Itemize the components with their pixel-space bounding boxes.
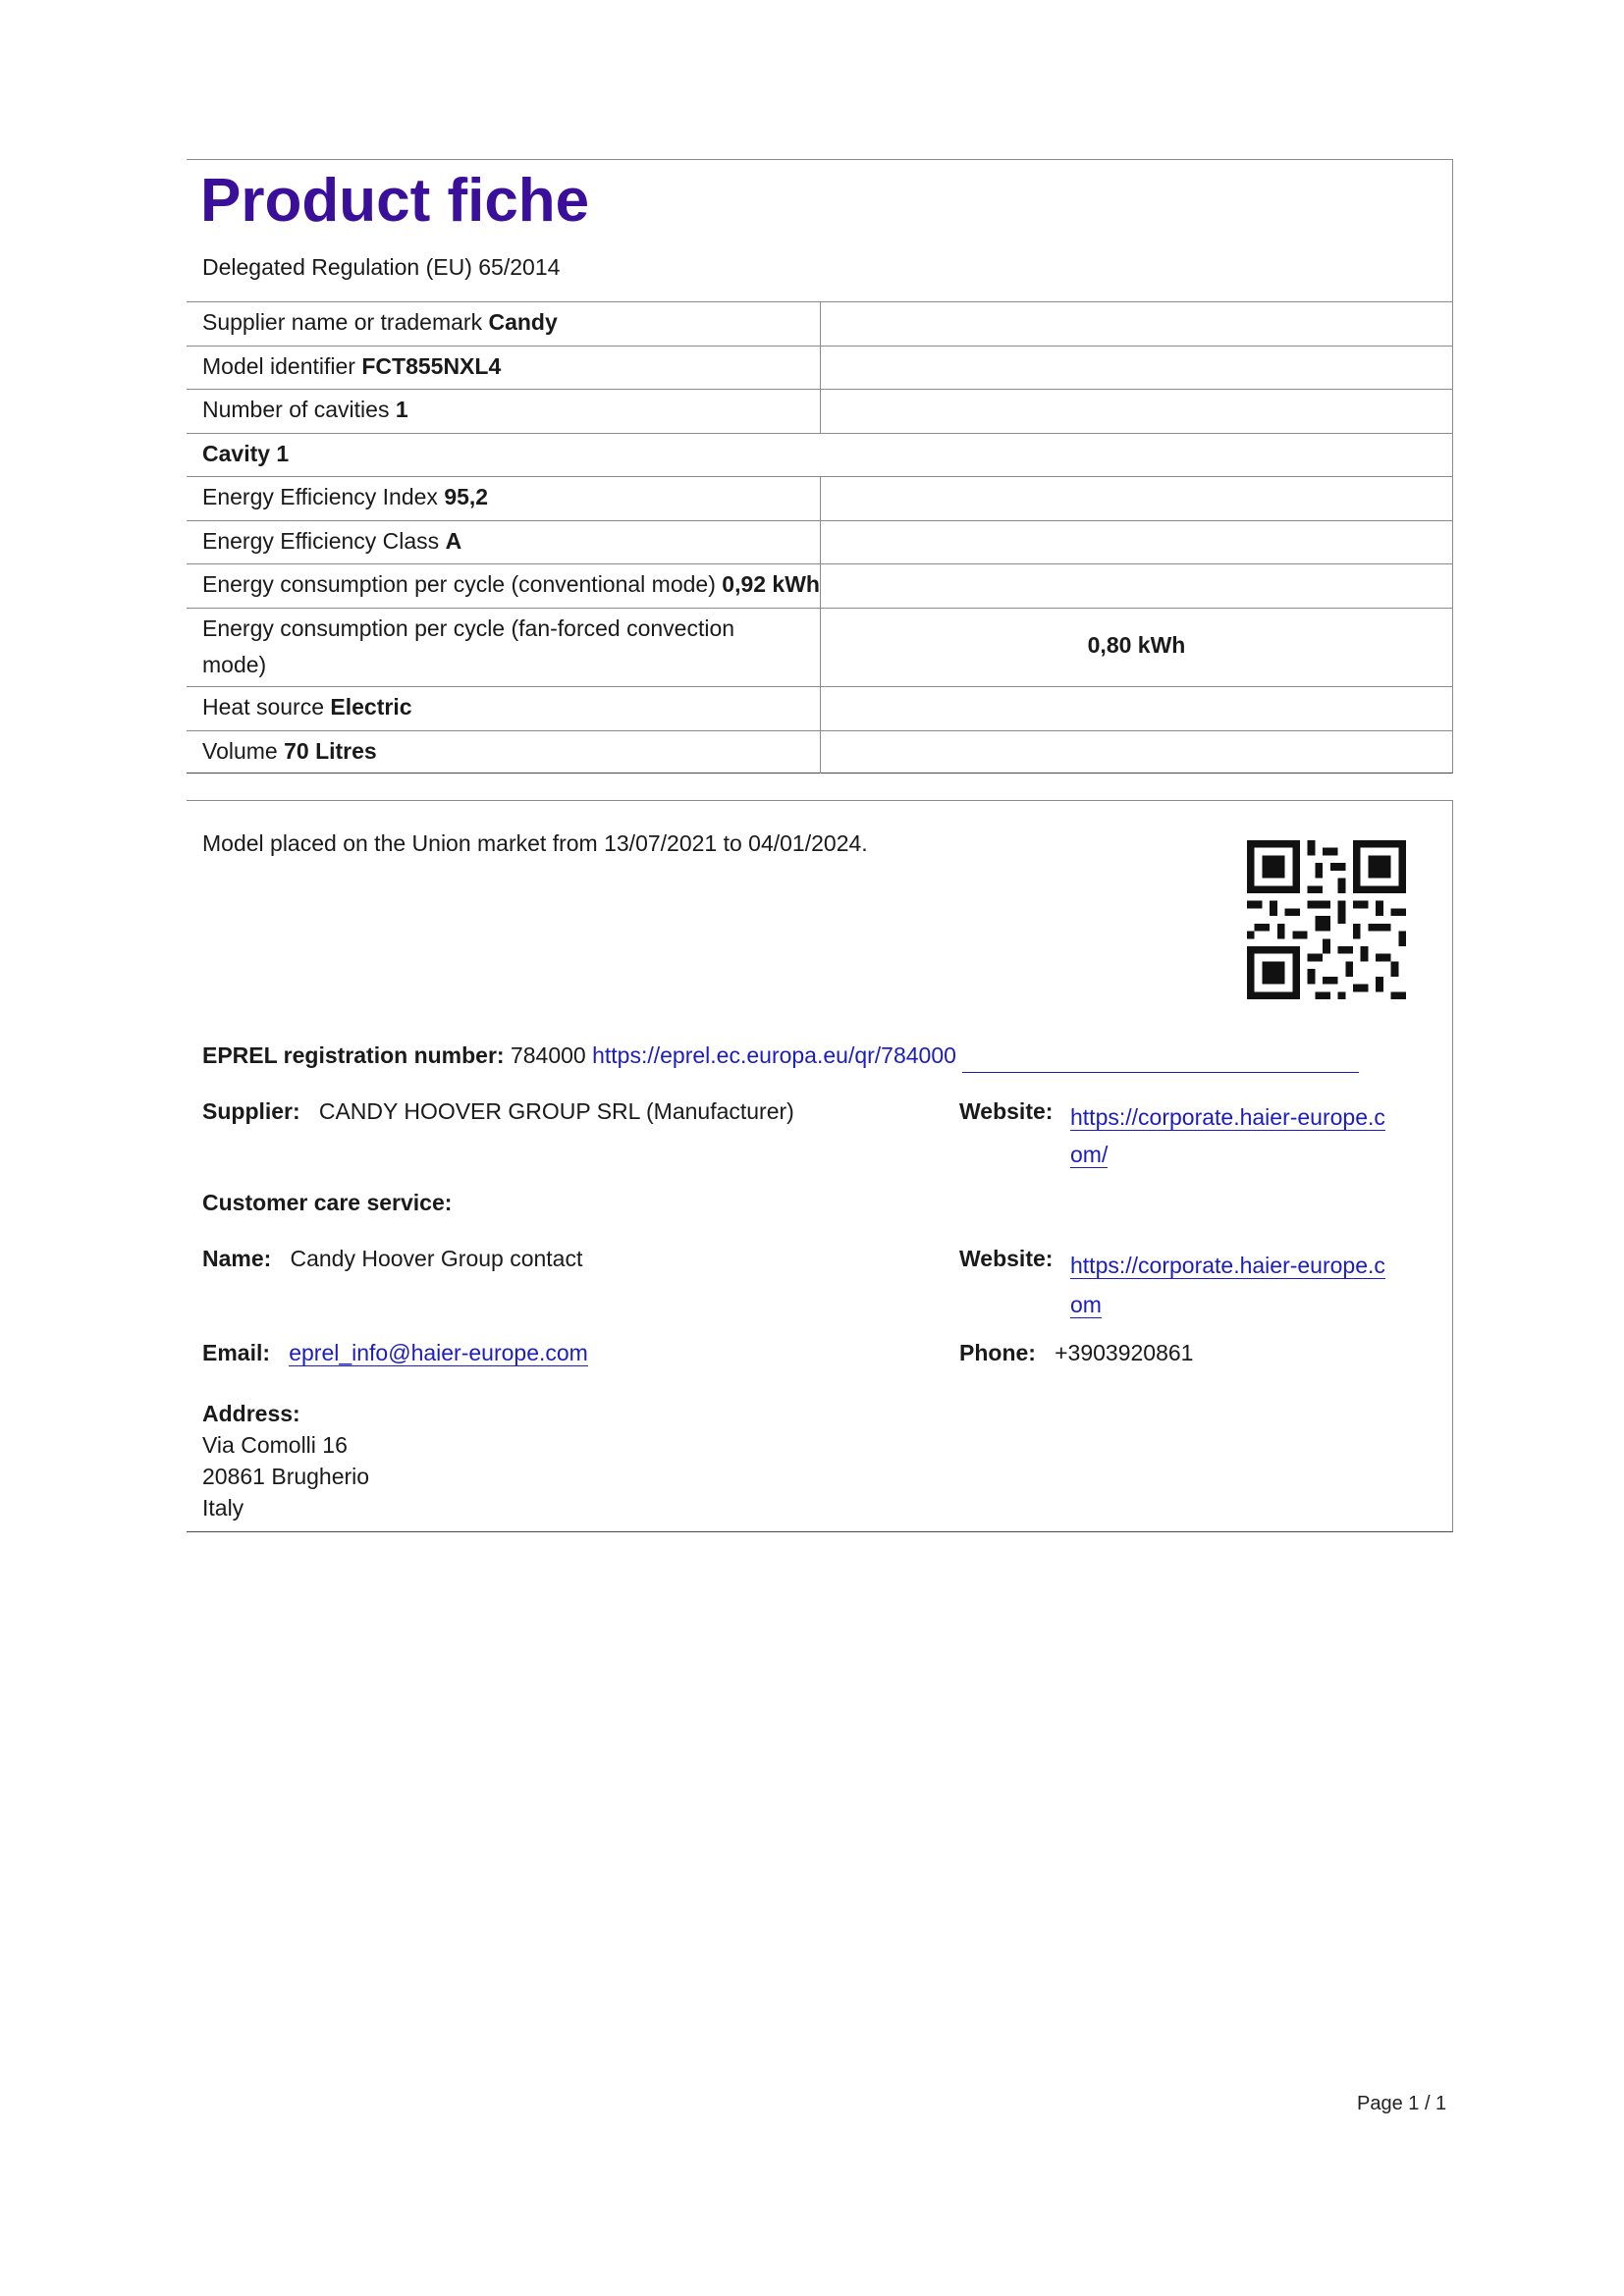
row-model: Model identifier FCT855NXL4 [187, 346, 1453, 389]
email-link[interactable]: eprel_info@haier-europe.com [289, 1340, 588, 1365]
fan-forced-value: 0,80 kWh [1087, 632, 1186, 658]
website-link-2[interactable]: https://corporate.haier-europe.c om [1070, 1253, 1385, 1317]
row-volume: Volume 70 Litres [187, 730, 1453, 774]
qr-code-icon [1247, 840, 1406, 999]
website-label-2: Website: [959, 1246, 1054, 1271]
supplier-line: Supplier: CANDY HOOVER GROUP SRL (Manufacturer) [202, 1098, 794, 1124]
supplier-info-box [187, 800, 1453, 1532]
row-cavity-heading: Cavity 1 [187, 433, 1453, 476]
eprel-link-underline [962, 1072, 1359, 1073]
page-title: Product fiche [200, 167, 590, 235]
page-number: Page 1 / 1 [1357, 2093, 1447, 2114]
market-dates-text: Model placed on the Union market from 13/07/2021 to 04/01/2024. [202, 830, 868, 856]
address-block: Address: Via Comolli 16 20861 Brugherio Italy [202, 1401, 370, 1521]
website-label: Website: [959, 1098, 1054, 1124]
eprel-link[interactable]: https://eprel.ec.europa.eu/qr/784000 [592, 1042, 956, 1068]
row-supplier: Supplier name or trademark Candy [187, 301, 1453, 346]
eprel-line: EPREL registration number: 784000 https://eprel.ec.europa.eu/qr/784000 [202, 1042, 956, 1068]
regulation-subtitle: Delegated Regulation (EU) 65/2014 [202, 254, 561, 280]
row-eei: Energy Efficiency Index 95,2 [187, 476, 1453, 520]
email-line: Email: eprel_info@haier-europe.com [202, 1340, 588, 1365]
row-heat-source: Heat source Electric [187, 686, 1453, 730]
row-cavities: Number of cavities 1 [187, 389, 1453, 433]
row-conventional: Energy consumption per cycle (conventional mode) 0,92 kWh [187, 563, 1453, 608]
row-eec: Energy Efficiency Class A [187, 520, 1453, 563]
row-fan-forced: Energy consumption per cycle (fan-forced convection mode) 0,80 kWh [187, 608, 1453, 686]
customer-care-heading: Customer care service: [202, 1190, 453, 1215]
phone-line: Phone: +3903920861 [959, 1340, 1194, 1365]
product-fiche-table [187, 159, 1453, 774]
contact-name-line: Name: Candy Hoover Group contact [202, 1246, 583, 1271]
website-link-1[interactable]: https://corporate.haier-europe.c om/ [1070, 1104, 1385, 1167]
